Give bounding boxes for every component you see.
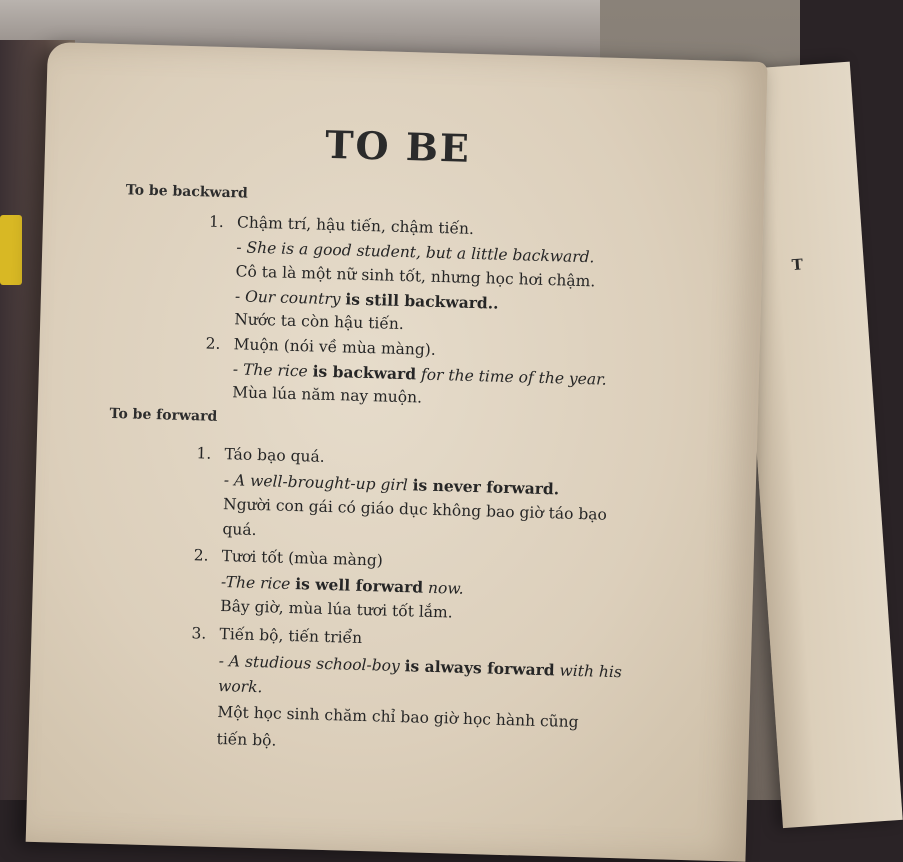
example-vn: tiến bộ.	[216, 729, 277, 750]
entry-meaning-text: Chậm trí, hậu tiến, chậm tiến.	[236, 213, 475, 238]
entry-meaning	[209, 213, 474, 238]
example-en-text: now.	[422, 578, 464, 598]
entry-number: 1.	[208, 212, 225, 231]
example-vn: quá.	[222, 520, 257, 540]
example-en-bold: is still backward..	[345, 289, 499, 313]
book-page	[26, 42, 768, 862]
right-page-letter: T	[791, 255, 804, 275]
entry-meaning-text: Muộn (nói về mùa màng).	[233, 335, 437, 359]
entry-number: 2.	[193, 546, 209, 565]
example-en-text: - A studious school-boy	[218, 652, 405, 676]
entry-meaning	[196, 444, 325, 466]
entry-number: 2.	[205, 334, 221, 353]
example-vn: Nước ta còn hậu tiến.	[234, 310, 405, 334]
example-en	[219, 651, 623, 681]
example-en-bold: is well forward	[294, 574, 424, 597]
example-vn: Cô ta là một nữ sinh tốt, nhưng học hơi chậm.	[235, 262, 596, 291]
example-en-text: - She is a good student, but a little backward.	[236, 238, 595, 267]
example-en-text: - The rice	[232, 360, 313, 381]
example-en	[224, 470, 560, 498]
entry-number: 3.	[191, 624, 207, 643]
entry-meaning	[205, 335, 436, 359]
background-yellow-object	[0, 215, 22, 285]
example-en	[235, 286, 499, 312]
example-vn: Mùa lúa năm nay muộn.	[232, 383, 423, 407]
example-en-text: -The rice	[220, 573, 296, 594]
example-vn: Một học sinh chăm chỉ bao giờ học hành cũng	[217, 702, 579, 732]
entry-meaning	[193, 546, 383, 569]
entry-meaning-text: Tiến bộ, tiến triển	[219, 625, 363, 647]
example-en-text: for the time of the year.	[415, 365, 607, 389]
example-en-text: work.	[217, 677, 263, 697]
example-en	[218, 677, 263, 696]
example-en-bold: is never forward.	[412, 475, 560, 499]
entry-meaning	[191, 624, 362, 647]
example-en-bold: is always forward	[404, 656, 555, 680]
example-en-text: with his	[554, 661, 623, 682]
example-en	[236, 238, 595, 266]
example-en	[221, 572, 464, 598]
section-heading: To be backward	[125, 182, 249, 202]
example-vn: Bây giờ, mùa lúa tươi tốt lắm.	[220, 597, 453, 622]
entry-meaning-text: Tươi tốt (mùa màng)	[221, 547, 384, 570]
section-heading: To be forward	[109, 405, 218, 425]
entry-number: 1.	[196, 444, 212, 463]
page-title: TO BE	[324, 121, 472, 171]
entry-meaning-text: Táo bạo quá.	[224, 445, 325, 466]
example-en-text: - A well-brought-up girl	[223, 471, 413, 495]
example-en-bold: is backward	[312, 361, 417, 384]
example-en-text: - Our country	[234, 287, 346, 309]
example-vn: Người con gái có giáo dục không bao giờ táo bạo	[222, 495, 608, 524]
